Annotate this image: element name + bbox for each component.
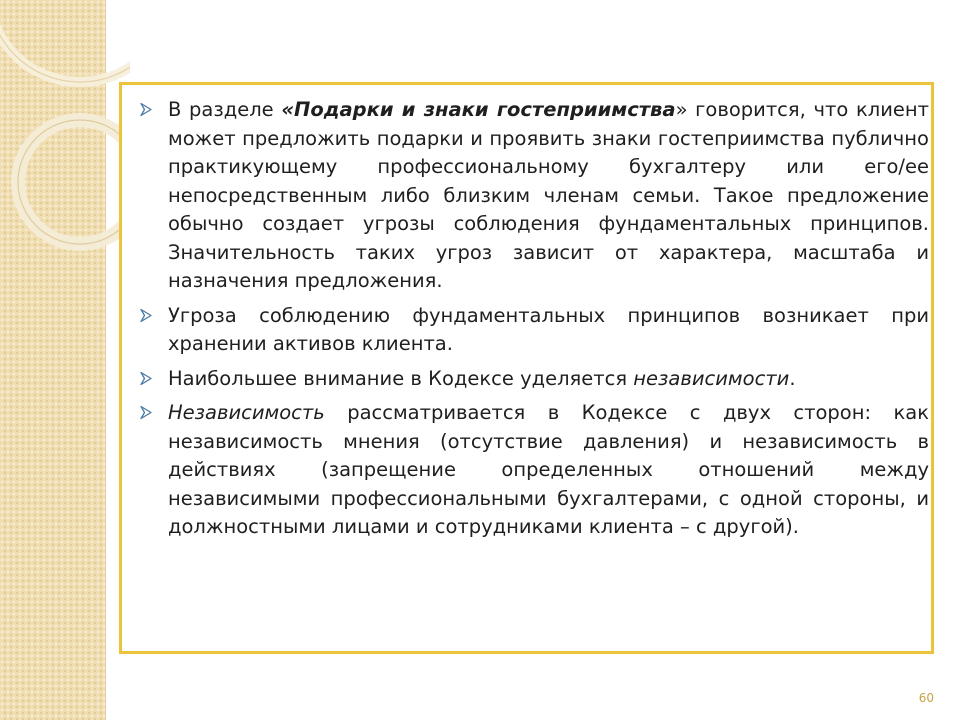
bullet-text-part: Наибольшее внимание в Кодексе уделяется bbox=[168, 366, 634, 390]
bullet-item-gifts bbox=[135, 96, 929, 296]
bullet-text-part: рассматривается в Кодексе с двух сторон: как независимость мнения (отсутствие давления) и независимость в действиях (запрещение определенных отношений между независимыми профессиональными бухгалтерами, с одной стороны, и должностными лицами и сотрудниками клиента – с другой). bbox=[168, 401, 929, 538]
section-title-emphasis: Подарки и знаки гостеприимства bbox=[294, 98, 676, 121]
bullet-list bbox=[135, 96, 929, 548]
arrow-bullet-icon bbox=[139, 371, 153, 386]
independence-emphasis: независимости bbox=[633, 366, 790, 390]
bullet-text bbox=[168, 399, 929, 542]
decorative-rings bbox=[0, 0, 130, 260]
bullet-text bbox=[168, 96, 929, 296]
arrow-bullet-icon bbox=[139, 308, 153, 323]
quote-mark: » bbox=[675, 98, 688, 121]
bullet-item-independence-focus bbox=[135, 365, 929, 394]
bullet-text-part: . bbox=[789, 366, 796, 390]
slide-number: 60 bbox=[918, 691, 934, 705]
independence-emphasis: Независимость bbox=[168, 401, 325, 424]
bullet-text bbox=[168, 365, 929, 394]
content-frame bbox=[119, 82, 934, 654]
arrow-bullet-icon bbox=[139, 102, 153, 117]
bullet-text: Угроза соблюдению фундаментальных принципов возникает при хранении активов клиента. bbox=[168, 303, 929, 355]
quote-mark: « bbox=[281, 98, 295, 121]
bullet-text-part: В разделе bbox=[168, 98, 282, 121]
arrow-bullet-icon bbox=[139, 405, 153, 420]
bullet-text-part: говорится, что клиент может предложить подарки и проявить знаки гостеприимства публично практикующему профессиональному бухгалтеру или его/ее непосредственным либо близким членам семьи. Такое предложение обычно создает угрозы соблюдения фундаментальных принципов. Значительность таких угроз зависит от характера, масштаба и назначения предложения. bbox=[168, 98, 929, 292]
bullet-item-asset-threat bbox=[135, 302, 929, 359]
bullet-item-independence-sides bbox=[135, 399, 929, 542]
